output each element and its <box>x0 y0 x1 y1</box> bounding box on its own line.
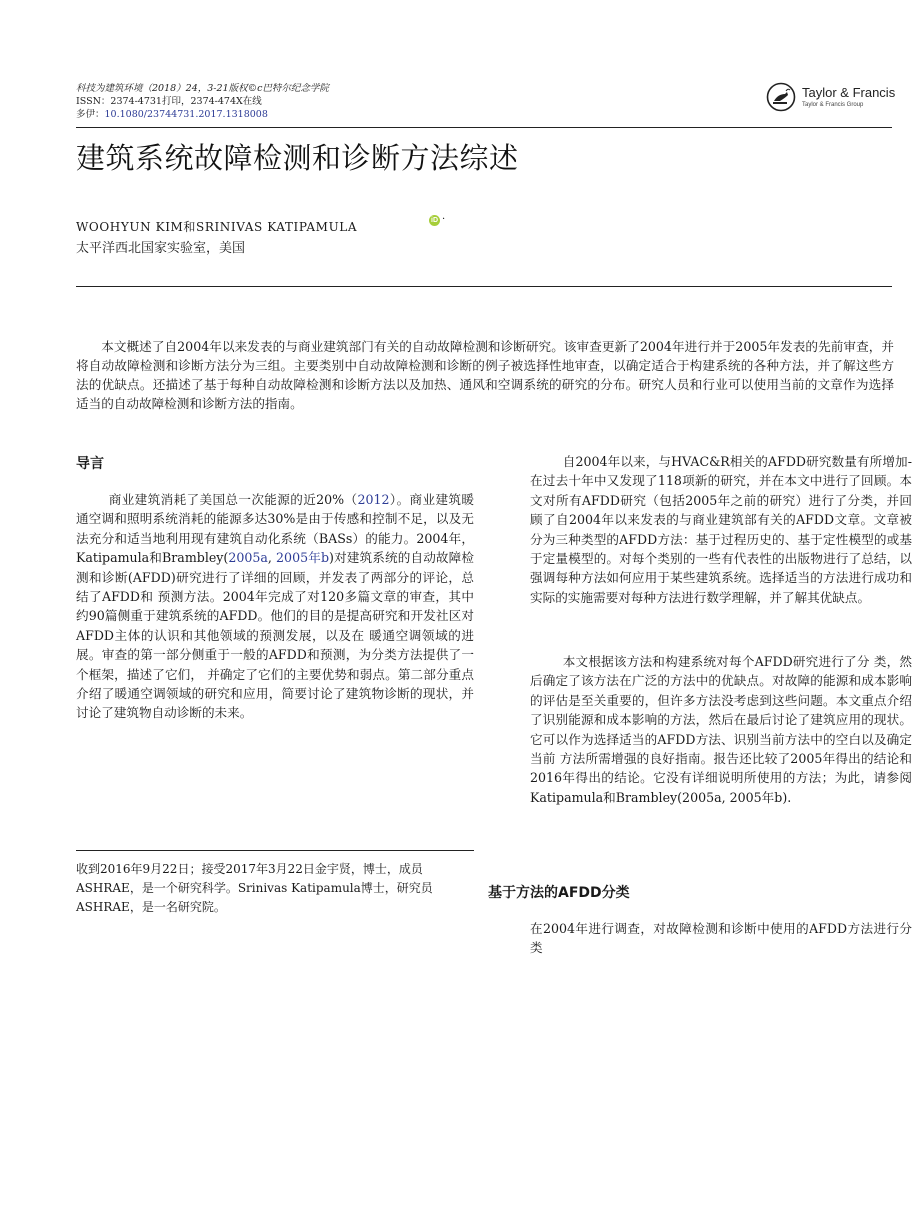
issn-line: ISSN：2374-4731打印，2374-474X在线 <box>76 96 262 107</box>
intro-text-3: , <box>267 550 277 566</box>
doi-link[interactable]: 10.1080/23744731.2017.1318008 <box>104 109 268 120</box>
header-divider <box>76 127 892 128</box>
orcid-separator: · <box>442 214 446 225</box>
citation-link-2005a[interactable]: 2005a <box>228 550 268 566</box>
intro-text-1: 商业建筑消耗了美国总一次能源的近20%（ <box>108 492 358 507</box>
intro-paragraph <box>76 490 474 723</box>
publisher-name: Taylor & Francis <box>802 85 896 100</box>
author-affiliation: 太平洋西北国家实验室，美国 <box>76 241 246 256</box>
journal-citation <box>76 83 329 95</box>
author-list: WOOHYUN KIM和SRINIVAS KATIPAMULA <box>76 220 358 234</box>
lamp-logo-icon <box>766 82 796 112</box>
section-heading-intro: 导言 <box>76 456 104 472</box>
article-title: 建筑系统故障检测和诊断方法综述 <box>76 141 519 175</box>
doi-line <box>76 109 268 121</box>
right-paragraph-1: 自2004年以来，与HVAC&R相关的AFDD研究数量有所增加- 在过去十年中又发现了118项新的研究，并在本文中进行了回顾。本文对所有AFDD研究（包括2005年之前的研究）进行了分类，并回顾了自2004年以来发表的与商业建筑部有关的AFDD文章。文章被分为三种类型的AFDD方法：基于过程历史的、基于定性模型的或基于定量模型的。对每个类别的一些有代表性的出版物进行了总结，以强调每种方法如何应用于某些建筑系统。选择适当的方法进行成功和实际的实施需要对每种方法进行数学理解，并了解其优缺点。 <box>530 454 912 605</box>
right-paragraph-2: 本文根据该方法和构建系统对每个AFDD研究进行了分 类，然后确定了该方法在广泛的方法中的优缺点。对故障的能源和成本影响的评估是至关重要的，但许多方法没考虑到这些问题。本文重点介绍了识别能源和成本影响的方法，然后在最后讨论了建筑应用的现状。它可以作为选择适当的AFDD方法、识别当前方法中的空白以及确定当前 方法所需增强的良好指南。报告还比较了2005年得出的结论和2016年得出的结论。它没有详细说明所使用的方法；为此，请参阅Katipamula和Brambley(2005a, 2005年b). <box>530 654 912 805</box>
abstract: 本文概述了自2004年以来发表的与商业建筑部门有关的自动故障检测和诊断研究。该审查更新了2004年进行并于2005年发表的先前审查，并将自动故障检测和诊断方法分为三组。主要类别中自动故障检测和诊断的例子被选择性地审查，以确定适合于构建系统的各种方法，并了解这些方法的优缺点。还描述了基于每种自动故障检测和诊断方法以及加热、通风和空调系统的研究的分布。研究人员和行业可以使用当前的文章作为选择适当的自动故障检测和诊断方法的指南。 <box>76 339 894 411</box>
footnote: 收到2016年9月22日；接受2017年3月22日金宇贤，博士，成员ASHRAE，是一个研究科学。Srinivas Katipamula博士，研究员ASHRAE，是一名研究院。 <box>76 862 433 914</box>
intro-text-4: )对建筑系统的自动故障检测和诊断(AFDD)研究进行了详细的回顾，并发表了两部分的评论，总结了AFDD和 预测方法。2004年完成了对120多篇文章的审查，其中约90篇侧重于建筑系统的AFDD。他们的目的是提高研究和开发社区对AFDD主体的认识和其他领域的预测发展，以及在 暖通空调领域的进展。审查的第一部分侧重于一般的AFDD和预测，为分类方法提供了一个框架，描述了它们， 并确定了它们的主要优势和弱点。第二部分重点介绍了暖通空调领域的研究和应用，简要讨论了建筑物诊断的现状，并讨论了建筑物自动诊断的未来。 <box>76 550 474 721</box>
section-heading-classification: 基于方法的AFDD分类 <box>488 885 630 901</box>
publisher-logo[interactable] <box>766 82 896 114</box>
orcid-icon[interactable]: iD <box>431 217 438 224</box>
intro-text-2: ）。商业建筑暖通空调和照明系统消耗的能源多达30%是由于传感和控制不足，以及无法充分和适当地利用现有建筑自动化系统（BASs）的能力。2004年，Katipamula和Brambley( <box>76 492 474 566</box>
right-paragraph-3: 在2004年进行调查，对故障检测和诊断中使用的AFDD方法进行分类 <box>530 921 912 956</box>
title-divider <box>76 286 892 287</box>
footnote-divider <box>76 850 474 851</box>
citation-text: 科技为建筑环境（2018）24，3-21版权©c巴特尔纪念学院 <box>76 83 329 94</box>
publisher-group: Taylor & Francis Group <box>802 102 864 108</box>
citation-link-2005b[interactable]: 2005年b <box>276 550 330 566</box>
citation-link-2012[interactable]: 2012 <box>357 492 390 507</box>
doi-label: 多伊： <box>76 109 105 120</box>
